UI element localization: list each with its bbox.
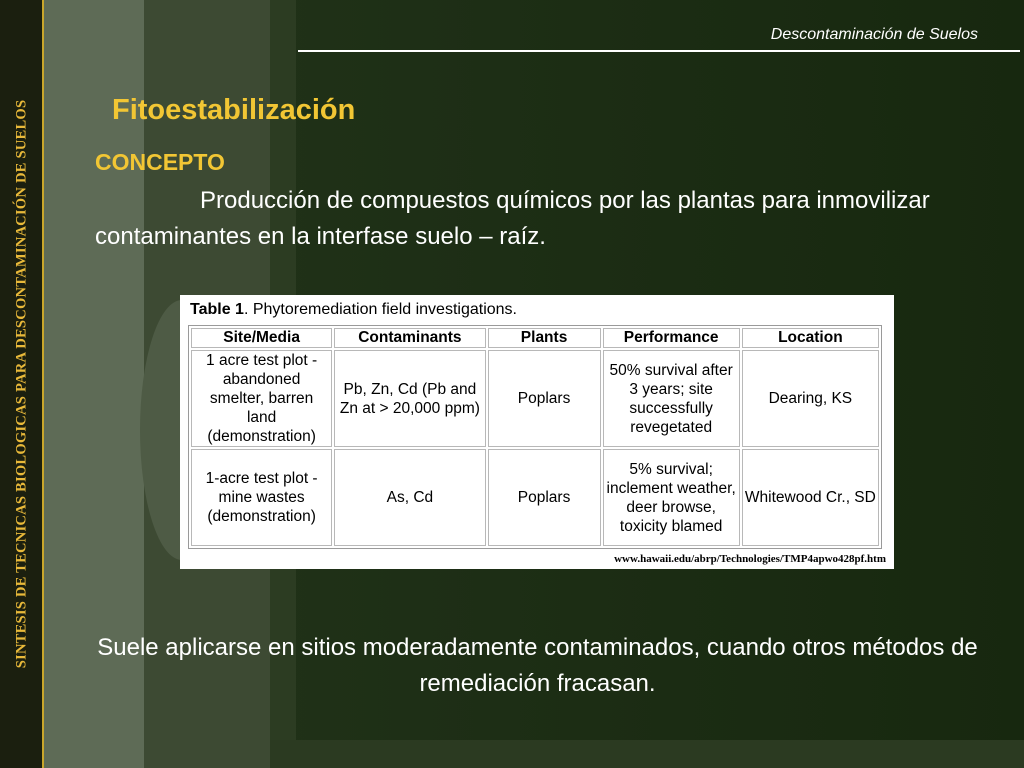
table-source-url: www.hawaii.edu/abrp/Technologies/TMP4apwo428pf.htm [614, 553, 886, 565]
table-header-cell: Plants [488, 328, 601, 348]
sidebar [0, 0, 44, 768]
table-cell: 50% survival after 3 years; site successfully revegetated [603, 350, 740, 447]
table-cell: 5% survival; inclement weather, deer browse, toxicity blamed [603, 449, 740, 546]
table-caption [190, 301, 886, 319]
table-cell: Poplars [488, 350, 601, 447]
table-row [191, 350, 879, 447]
table-cell: Dearing, KS [742, 350, 879, 447]
table-cell: 1 acre test plot - abandoned smelter, barren land (demonstration) [191, 350, 332, 447]
table-header-cell: Location [742, 328, 879, 348]
table-cell: Pb, Zn, Cd (Pb and Zn at > 20,000 ppm) [334, 350, 485, 447]
phytoremediation-table-figure [180, 295, 894, 569]
concept-body: Producción de compuestos químicos por las plantas para inmovilizar contaminantes en la interfase suelo – raíz. [95, 187, 930, 250]
sidebar-vertical-title: SINTESIS DE TECNICAS BIOLOGICAS PARA DESCONTAMINACIÓN DE SUELOS [13, 99, 30, 669]
background-bottom-band [270, 740, 1024, 768]
table-row [191, 449, 879, 546]
header-title: Descontaminación de Suelos [770, 26, 978, 43]
footer-note: Suele aplicarse en sitios moderadamente contaminados, cuando otros métodos de remediación fracasan. [97, 634, 978, 697]
table-header-cell: Site/Media [191, 328, 332, 348]
table-cell: As, Cd [334, 449, 485, 546]
table-caption-label: Table 1 [190, 301, 244, 318]
table-cell: Poplars [488, 449, 601, 546]
header-divider [298, 50, 1020, 52]
table-caption-text: . Phytoremediation field investigations. [243, 301, 517, 318]
table-header-cell: Contaminants [334, 328, 485, 348]
table-header-row [191, 328, 879, 348]
table-header-cell: Performance [603, 328, 740, 348]
concept-heading: CONCEPTO [95, 149, 225, 175]
page-title: Fitoestabilización [112, 94, 356, 126]
phytoremediation-table [188, 325, 882, 549]
table-cell: Whitewood Cr., SD [742, 449, 879, 546]
table-cell: 1-acre test plot - mine wastes (demonstration) [191, 449, 332, 546]
